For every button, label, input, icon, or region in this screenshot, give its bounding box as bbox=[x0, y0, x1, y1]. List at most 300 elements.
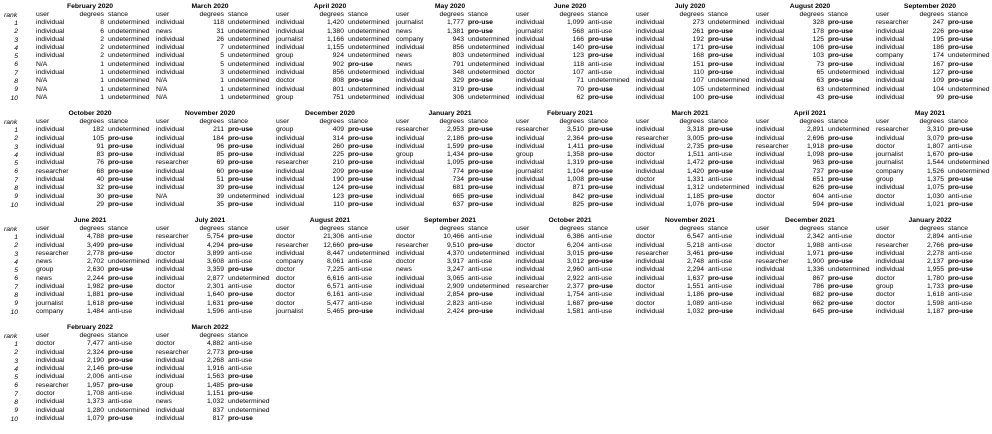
cell-stance: pro-use bbox=[468, 126, 493, 134]
cell-stance: pro-use bbox=[828, 307, 853, 315]
cell-degrees: 808 bbox=[332, 77, 344, 85]
cell-stance: undetermined bbox=[228, 27, 270, 35]
month-table bbox=[150, 323, 270, 424]
cell-degrees: 817 bbox=[212, 414, 224, 422]
cell-stance: pro-use bbox=[228, 266, 253, 274]
cell-degrees: 924 bbox=[332, 52, 344, 60]
cell-stance: pro-use bbox=[228, 291, 253, 299]
cell-stance: undetermined bbox=[708, 184, 750, 192]
cell-user: news bbox=[36, 274, 52, 282]
cell-degrees: 40 bbox=[96, 176, 104, 184]
cell-stance: undetermined bbox=[468, 283, 510, 291]
month-grid bbox=[270, 11, 390, 102]
cell-user: individual bbox=[636, 266, 665, 274]
month-grid bbox=[630, 118, 750, 209]
column-header-degrees: degrees bbox=[79, 331, 104, 339]
cell-user: individual bbox=[156, 200, 185, 208]
column-header-stance: stance bbox=[468, 11, 489, 18]
cell-stance: undetermined bbox=[348, 85, 390, 93]
cell-degrees: 2,773 bbox=[206, 348, 224, 356]
cell-degrees: 1,375 bbox=[926, 176, 944, 184]
column-header-degrees: degrees bbox=[799, 117, 824, 125]
cell-user: individual bbox=[36, 192, 65, 200]
cell-stance: pro-use bbox=[948, 241, 973, 249]
cell-user: doctor bbox=[756, 192, 775, 200]
cell-stance: anti-use bbox=[108, 373, 133, 381]
cell-degrees: 1 bbox=[100, 60, 104, 68]
cell-stance: pro-use bbox=[708, 249, 733, 257]
cell-degrees: 10,466 bbox=[443, 233, 464, 241]
cell-user: individual bbox=[756, 291, 785, 299]
cell-user: individual bbox=[156, 406, 185, 414]
cell-stance: undetermined bbox=[228, 406, 270, 414]
cell-degrees: 2,137 bbox=[926, 258, 944, 266]
rank-number: 8 bbox=[14, 185, 18, 193]
rank-number: 7 bbox=[14, 69, 18, 77]
cell-degrees: 734 bbox=[452, 176, 464, 184]
cell-stance: pro-use bbox=[708, 200, 733, 208]
cell-user: individual bbox=[36, 398, 65, 406]
cell-degrees: 1 bbox=[100, 69, 104, 77]
cell-degrees: 184 bbox=[212, 134, 224, 142]
cell-stance: pro-use bbox=[108, 176, 133, 184]
cell-degrees: 1 bbox=[220, 85, 224, 93]
cell-stance: anti-use bbox=[468, 233, 493, 241]
cell-user: individual bbox=[516, 142, 545, 150]
cell-user: individual bbox=[396, 167, 425, 175]
cell-degrees: 123 bbox=[332, 192, 344, 200]
cell-degrees: 651 bbox=[812, 176, 824, 184]
cell-user: individual bbox=[36, 126, 65, 134]
column-header-stance: stance bbox=[948, 11, 969, 18]
cell-stance: pro-use bbox=[948, 69, 973, 77]
cell-user: researcher bbox=[876, 241, 909, 249]
cell-user: individual bbox=[876, 266, 905, 274]
cell-degrees: 1,708 bbox=[86, 389, 104, 397]
cell-stance: pro-use bbox=[348, 184, 373, 192]
cell-stance: undetermined bbox=[228, 85, 270, 93]
cell-degrees: 1,777 bbox=[446, 19, 464, 27]
cell-stance: pro-use bbox=[828, 291, 853, 299]
cell-stance: pro-use bbox=[108, 249, 133, 257]
cell-degrees: 2,244 bbox=[86, 274, 104, 282]
cell-user: individual bbox=[396, 176, 425, 184]
cell-user: individual bbox=[876, 249, 905, 257]
cell-stance: pro-use bbox=[468, 291, 493, 299]
cell-user: individual bbox=[516, 44, 545, 52]
cell-degrees: 626 bbox=[812, 184, 824, 192]
cell-user: individual bbox=[876, 85, 905, 93]
rank-number: 6 bbox=[14, 168, 18, 176]
column-header-stance: stance bbox=[468, 224, 489, 232]
column-header-stance: stance bbox=[588, 11, 609, 18]
cell-degrees: 125 bbox=[812, 35, 824, 43]
cell-degrees: 1,336 bbox=[806, 266, 824, 274]
cell-degrees: 3 bbox=[220, 69, 224, 77]
cell-degrees: 3,359 bbox=[206, 266, 224, 274]
cell-stance: anti-use bbox=[948, 192, 973, 200]
cell-stance: pro-use bbox=[228, 134, 253, 142]
cell-stance: pro-use bbox=[108, 365, 133, 373]
cell-degrees: 6,547 bbox=[686, 233, 704, 241]
cell-stance: anti-use bbox=[108, 307, 133, 315]
cell-degrees: 1,095 bbox=[446, 159, 464, 167]
cell-stance: pro-use bbox=[348, 307, 373, 315]
rank-number: 9 bbox=[14, 86, 18, 94]
month-grid bbox=[30, 332, 150, 423]
cell-user: individual bbox=[156, 241, 185, 249]
cell-stance: pro-use bbox=[348, 142, 373, 150]
cell-degrees: 1,900 bbox=[806, 258, 824, 266]
rank-column-header: rank bbox=[4, 118, 18, 126]
month-table bbox=[390, 216, 510, 317]
cell-stance: pro-use bbox=[708, 134, 733, 142]
cell-user: individual bbox=[516, 159, 545, 167]
cell-user: individual bbox=[156, 291, 185, 299]
cell-user: researcher bbox=[156, 233, 189, 241]
column-header-stance: stance bbox=[108, 224, 129, 232]
month-table bbox=[270, 109, 390, 210]
cell-user: individual bbox=[276, 85, 305, 93]
cell-stance: pro-use bbox=[108, 299, 133, 307]
month-header: November 2021 bbox=[664, 216, 716, 224]
cell-degrees: 1,185 bbox=[686, 192, 704, 200]
rank-column bbox=[2, 216, 30, 317]
cell-user: doctor bbox=[876, 291, 895, 299]
cell-user: individual bbox=[156, 19, 185, 27]
cell-degrees: 167 bbox=[932, 60, 944, 68]
cell-user: individual bbox=[876, 307, 905, 315]
cell-stance: anti-use bbox=[828, 233, 853, 241]
cell-degrees: 737 bbox=[812, 167, 824, 175]
cell-stance: undetermined bbox=[828, 85, 870, 93]
column-header-stance: stance bbox=[708, 11, 729, 18]
cell-user: individual bbox=[36, 291, 65, 299]
cell-stance: pro-use bbox=[948, 126, 973, 134]
cell-user: individual bbox=[636, 60, 665, 68]
cell-user: individual bbox=[276, 69, 305, 77]
cell-user: researcher bbox=[276, 159, 309, 167]
cell-stance: undetermined bbox=[468, 52, 510, 60]
cell-stance: pro-use bbox=[108, 291, 133, 299]
cell-degrees: 2,894 bbox=[926, 233, 944, 241]
cell-degrees: 2 bbox=[100, 52, 104, 60]
cell-degrees: 3,510 bbox=[566, 126, 584, 134]
cell-user: journalist bbox=[276, 35, 304, 43]
cell-stance: anti-use bbox=[588, 241, 613, 249]
column-header-user: user bbox=[36, 11, 50, 18]
cell-stance: anti-use bbox=[228, 283, 253, 291]
cell-user: individual bbox=[756, 27, 785, 35]
cell-stance: pro-use bbox=[588, 299, 613, 307]
cell-stance: pro-use bbox=[108, 348, 133, 356]
cell-degrees: 109 bbox=[932, 77, 944, 85]
cell-degrees: 1,411 bbox=[567, 142, 584, 150]
cell-degrees: 6,571 bbox=[326, 283, 344, 291]
cell-stance: pro-use bbox=[708, 52, 733, 60]
month-header: May 2021 bbox=[914, 109, 946, 117]
column-header-user: user bbox=[516, 117, 530, 125]
cell-stance: pro-use bbox=[948, 258, 973, 266]
cell-stance: pro-use bbox=[468, 184, 493, 192]
cell-degrees: 6,386 bbox=[566, 233, 584, 241]
column-header-stance: stance bbox=[228, 11, 249, 18]
cell-degrees: 665 bbox=[452, 192, 464, 200]
cell-user: individual bbox=[396, 44, 425, 52]
month-grid bbox=[870, 118, 990, 209]
cell-user: individual bbox=[36, 406, 65, 414]
cell-user: individual bbox=[156, 151, 185, 159]
cell-user: individual bbox=[516, 299, 545, 307]
cell-user: individual bbox=[876, 93, 905, 101]
column-header-user: user bbox=[156, 224, 170, 232]
cell-degrees: 1,434 bbox=[446, 151, 464, 159]
cell-user: individual bbox=[396, 69, 425, 77]
cell-stance: pro-use bbox=[228, 176, 253, 184]
cell-degrees: 1,076 bbox=[686, 200, 704, 208]
cell-user: individual bbox=[756, 266, 785, 274]
column-header-stance: stance bbox=[228, 331, 249, 339]
column-header-degrees: degrees bbox=[559, 224, 584, 232]
cell-degrees: 8,447 bbox=[326, 249, 344, 257]
cell-stance: pro-use bbox=[828, 19, 853, 27]
cell-degrees: 186 bbox=[932, 44, 944, 52]
cell-degrees: 2,891 bbox=[806, 126, 824, 134]
cell-user: individual bbox=[876, 60, 905, 68]
cell-stance: undetermined bbox=[468, 69, 510, 77]
cell-stance: pro-use bbox=[348, 200, 373, 208]
column-header-stance: stance bbox=[828, 224, 849, 232]
cell-user: doctor bbox=[156, 340, 175, 348]
cell-stance: pro-use bbox=[228, 241, 253, 249]
cell-degrees: 3,079 bbox=[926, 134, 944, 142]
cell-user: individual bbox=[396, 134, 425, 142]
cell-degrees: 1 bbox=[100, 77, 104, 85]
column-header-user: user bbox=[876, 11, 890, 18]
cell-user: individual bbox=[876, 184, 905, 192]
cell-degrees: 63 bbox=[816, 85, 824, 93]
cell-degrees: 166 bbox=[572, 35, 584, 43]
cell-degrees: 2,006 bbox=[86, 373, 104, 381]
cell-user: individual bbox=[156, 414, 185, 422]
cell-stance: pro-use bbox=[468, 167, 493, 175]
column-header-degrees: degrees bbox=[439, 11, 464, 18]
cell-stance: pro-use bbox=[228, 373, 253, 381]
cell-user: individual bbox=[636, 241, 665, 249]
cell-degrees: 26 bbox=[216, 35, 224, 43]
month-header: July 2020 bbox=[674, 3, 706, 10]
cell-degrees: 594 bbox=[812, 200, 824, 208]
cell-user: individual bbox=[396, 291, 425, 299]
cell-user: individual bbox=[36, 414, 65, 422]
month-table bbox=[390, 2, 510, 103]
cell-user: group bbox=[276, 93, 294, 101]
cell-degrees: 3,005 bbox=[686, 134, 704, 142]
cell-user: company bbox=[396, 35, 424, 43]
cell-user: individual bbox=[156, 389, 185, 397]
cell-stance: pro-use bbox=[468, 77, 493, 85]
cell-stance: pro-use bbox=[828, 176, 853, 184]
cell-user: individual bbox=[36, 283, 65, 291]
column-header-user: user bbox=[396, 11, 410, 18]
month-grid bbox=[150, 225, 270, 316]
cell-degrees: 123 bbox=[572, 52, 584, 60]
cell-degrees: 1,754 bbox=[566, 291, 584, 299]
cell-user: researcher bbox=[636, 249, 669, 257]
cell-degrees: 1,331 bbox=[686, 176, 704, 184]
cell-stance: pro-use bbox=[948, 151, 973, 159]
rank-number: 1 bbox=[14, 233, 18, 241]
cell-stance: undetermined bbox=[948, 159, 990, 167]
cell-stance: anti-use bbox=[708, 299, 733, 307]
cell-stance: pro-use bbox=[588, 249, 613, 257]
cell-degrees: 2 bbox=[100, 44, 104, 52]
rank-number: 3 bbox=[14, 143, 18, 151]
cell-stance: undetermined bbox=[948, 52, 990, 60]
cell-stance: pro-use bbox=[348, 192, 373, 200]
cell-stance: pro-use bbox=[828, 35, 853, 43]
cell-degrees: 1,599 bbox=[446, 142, 464, 150]
cell-user: individual bbox=[876, 77, 905, 85]
cell-user: individual bbox=[516, 307, 545, 315]
cell-stance: pro-use bbox=[588, 258, 613, 266]
cell-user: individual bbox=[756, 249, 785, 257]
cell-degrees: 1,596 bbox=[206, 307, 224, 315]
cell-stance: undetermined bbox=[588, 77, 630, 85]
cell-user: individual bbox=[36, 52, 65, 60]
cell-stance: anti-use bbox=[708, 266, 733, 274]
cell-degrees: 5 bbox=[220, 60, 224, 68]
column-header-stance: stance bbox=[708, 224, 729, 232]
cell-degrees: 5,218 bbox=[686, 241, 704, 249]
cell-stance: pro-use bbox=[828, 274, 853, 282]
month-header: February 2020 bbox=[66, 3, 114, 10]
cell-user: individual bbox=[516, 176, 545, 184]
cell-user: doctor bbox=[636, 176, 655, 184]
cell-stance: pro-use bbox=[708, 60, 733, 68]
rank-number: 1 bbox=[14, 126, 18, 134]
cell-stance: pro-use bbox=[468, 307, 493, 315]
cell-user: N/A bbox=[156, 77, 168, 85]
column-header-stance: stance bbox=[228, 224, 249, 232]
cell-user: journalist bbox=[516, 167, 544, 175]
cell-degrees: 2,342 bbox=[806, 233, 824, 241]
cell-stance: pro-use bbox=[108, 381, 133, 389]
column-header-degrees: degrees bbox=[199, 331, 224, 339]
cell-degrees: 118 bbox=[573, 60, 584, 68]
month-header: August 2020 bbox=[789, 3, 831, 10]
cell-stance: pro-use bbox=[468, 134, 493, 142]
cell-degrees: 83 bbox=[96, 151, 104, 159]
cell-stance: pro-use bbox=[828, 258, 853, 266]
rank-number: 7 bbox=[14, 390, 18, 398]
column-header-stance: stance bbox=[228, 117, 249, 125]
cell-user: individual bbox=[756, 69, 785, 77]
cell-user: individual bbox=[396, 192, 425, 200]
cell-stance: undetermined bbox=[828, 266, 870, 274]
cell-degrees: 110 bbox=[333, 200, 344, 208]
column-header-user: user bbox=[36, 331, 50, 339]
column-header-stance: stance bbox=[108, 11, 129, 18]
cell-user: individual bbox=[396, 142, 425, 150]
cell-stance: pro-use bbox=[348, 241, 373, 249]
cell-degrees: 273 bbox=[692, 19, 704, 27]
cell-user: journalist bbox=[276, 307, 304, 315]
cell-degrees: 1,280 bbox=[86, 406, 104, 414]
month-grid bbox=[30, 225, 150, 316]
cell-user: individual bbox=[636, 192, 665, 200]
cell-degrees: 2,186 bbox=[446, 134, 464, 142]
cell-degrees: 103 bbox=[812, 52, 824, 60]
cell-degrees: 2,766 bbox=[926, 241, 944, 249]
cell-degrees: 29 bbox=[96, 200, 104, 208]
cell-user: N/A bbox=[156, 85, 168, 93]
cell-degrees: 5 bbox=[220, 52, 224, 60]
cell-degrees: 791 bbox=[452, 60, 464, 68]
cell-stance: pro-use bbox=[348, 126, 373, 134]
cell-degrees: 6,161 bbox=[326, 291, 344, 299]
cell-stance: pro-use bbox=[708, 167, 733, 175]
cell-stance: anti-use bbox=[108, 398, 133, 406]
column-header-user: user bbox=[276, 117, 290, 125]
cell-degrees: 12,660 bbox=[323, 241, 344, 249]
cell-stance: undetermined bbox=[228, 35, 270, 43]
month-header: March 2020 bbox=[191, 3, 229, 10]
cell-user: individual bbox=[516, 134, 545, 142]
month-grid bbox=[270, 225, 390, 316]
cell-stance: pro-use bbox=[348, 167, 373, 175]
cell-degrees: 2,877 bbox=[206, 274, 224, 282]
month-header: October 2020 bbox=[68, 109, 112, 117]
cell-stance: pro-use bbox=[108, 414, 133, 422]
cell-degrees: 306 bbox=[452, 93, 464, 101]
cell-user: individual bbox=[756, 35, 785, 43]
cell-degrees: 261 bbox=[692, 27, 704, 35]
cell-user: individual bbox=[156, 307, 185, 315]
cell-stance: undetermined bbox=[348, 19, 390, 27]
cell-degrees: 1,526 bbox=[926, 167, 944, 175]
rank-number: 6 bbox=[14, 61, 18, 69]
cell-degrees: 190 bbox=[332, 176, 344, 184]
month-grid bbox=[390, 118, 510, 209]
cell-degrees: 91 bbox=[96, 142, 104, 150]
cell-degrees: 1,021 bbox=[926, 200, 944, 208]
month-table bbox=[150, 216, 270, 317]
cell-stance: pro-use bbox=[828, 93, 853, 101]
cell-stance: pro-use bbox=[588, 35, 613, 43]
cell-degrees: 1 bbox=[220, 77, 224, 85]
cell-user: individual bbox=[756, 126, 785, 134]
cell-stance: pro-use bbox=[468, 241, 493, 249]
cell-user: individual bbox=[396, 307, 425, 315]
cell-degrees: 1,166 bbox=[326, 35, 344, 43]
column-header-degrees: degrees bbox=[319, 224, 344, 232]
month-table bbox=[270, 2, 390, 103]
cell-degrees: 6,616 bbox=[326, 274, 344, 282]
cell-stance: pro-use bbox=[108, 192, 133, 200]
cell-user: individual bbox=[756, 299, 785, 307]
cell-degrees: 1 bbox=[220, 93, 224, 101]
cell-stance: pro-use bbox=[588, 176, 613, 184]
cell-degrees: 1,618 bbox=[86, 299, 104, 307]
cell-user: individual bbox=[276, 200, 305, 208]
cell-degrees: 682 bbox=[812, 291, 824, 299]
cell-user: news bbox=[396, 266, 412, 274]
cell-stance: anti-use bbox=[588, 307, 613, 315]
cell-stance: undetermined bbox=[228, 44, 270, 52]
column-header-user: user bbox=[156, 331, 170, 339]
column-header-stance: stance bbox=[348, 224, 369, 232]
